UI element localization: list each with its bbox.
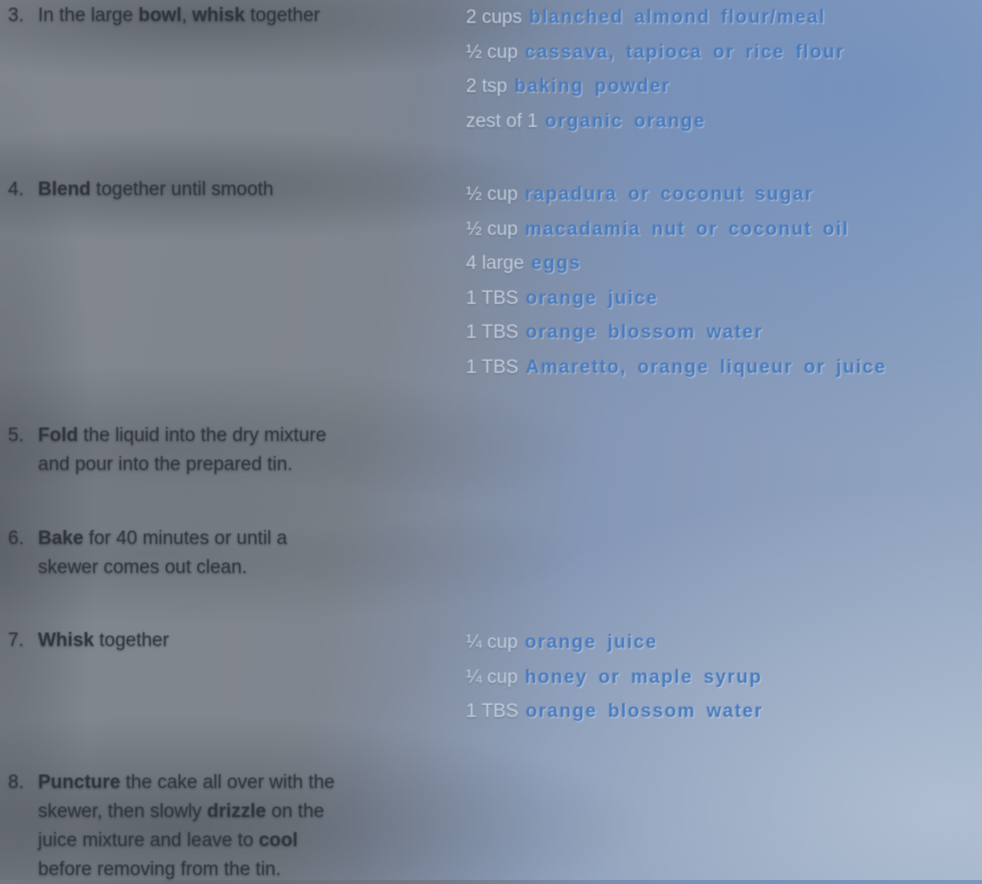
instruction-bold-segment: cool [258,830,298,851]
ingredient-line [466,1,845,36]
ingredient-line [466,351,886,386]
instruction-text-segment: the cake all over with the [120,772,335,793]
instruction-lines [38,1,320,30]
ingredient-name: blanched almond flour/meal [528,7,826,28]
instruction-bold-segment: drizzle [206,801,267,822]
ingredient-quantity: ½ cup [466,41,518,63]
ingredient-quantity: 1 TBS [466,287,519,309]
ingredient-quantity: 1 TBS [466,701,519,723]
step-number: 8. [8,772,24,793]
instruction-line [38,797,335,826]
instruction-text-segment: together [245,5,320,26]
instruction-lines [38,626,169,655]
step-number: 6. [8,528,24,549]
instruction-lines [38,421,326,479]
ingredient-quantity: 1 TBS [466,356,519,378]
ingredient-name: macadamia nut or coconut oil [524,218,850,240]
instruction-text-segment: skewer, then slowly [38,801,207,822]
instruction-line [38,450,326,479]
instruction-text-segment: together [93,630,169,651]
ingredient-quantity: ½ cup [466,218,518,240]
ingredient-name: baking powder [514,76,671,98]
instruction-line [38,553,287,582]
instruction-text-segment: before removing from the tin. [38,859,281,880]
instruction-line [38,421,326,450]
instruction-bold-segment: Puncture [38,772,121,793]
instruction-bold-segment: Fold [38,425,79,446]
instruction-line [38,768,335,797]
instruction-bold-segment: Blend [38,179,91,200]
instruction-line [38,524,287,553]
ingredient-name: Amaretto, orange liqueur or juice [525,356,887,378]
ingredient-name: organic orange [544,110,706,132]
instruction-text-segment: the liquid into the dry mixture [78,425,327,446]
instruction-text-segment: for 40 minutes or until a [83,528,288,549]
ingredient-line [466,36,845,71]
instruction-bold-segment: Whisk [38,630,94,651]
ingredient-quantity: ¼ cup [466,632,518,653]
ingredient-line [466,282,886,317]
ingredient-quantity: 4 large [466,253,525,275]
ingredient-line [466,105,845,140]
ingredient-name: rapadura or coconut sugar [524,184,814,205]
step-number: 5. [8,425,24,446]
ingredient-group-step-7 [466,626,763,730]
ingredient-quantity: 1 TBS [466,322,519,344]
ingredient-name: eggs [531,253,582,275]
instruction-text-segment: , [181,5,193,26]
ingredient-line [466,316,886,351]
step-number: 4. [8,179,24,200]
instruction-text-segment: and pour into the prepared tin. [38,454,293,475]
ingredient-quantity: 2 cups [466,7,522,28]
instruction-text-segment: skewer comes out clean. [38,557,248,578]
instruction-lines [38,175,274,204]
ingredient-line [466,178,886,213]
instruction-text-segment: on the [266,801,325,822]
instruction-bold-segment: whisk [192,5,245,26]
ingredient-line [466,247,886,282]
step-number: 7. [8,630,24,651]
ingredient-name: honey or maple syrup [524,666,763,688]
ingredient-line [466,661,763,696]
ingredient-group-step-3 [466,1,845,139]
instruction-line [38,826,335,855]
ingredient-line [466,695,763,730]
ingredient-name: orange blossom water [525,701,764,723]
instruction-text-segment: together until smooth [90,179,274,200]
instruction-bold-segment: bowl [138,5,182,26]
ingredient-name: orange blossom water [525,322,764,344]
ingredient-quantity: zest of 1 [466,110,538,132]
ingredient-group-step-4 [466,178,886,386]
ingredient-quantity: ½ cup [466,184,518,205]
ingredient-name: cassava, tapioca or rice flour [524,41,845,63]
instruction-text-segment: In the large [38,5,139,26]
instruction-line [38,175,274,204]
instruction-bold-segment: Bake [38,528,84,549]
ingredient-name: orange juice [524,632,658,653]
instruction-lines [38,768,335,884]
step-number: 3. [8,5,24,26]
ingredient-line [466,70,845,105]
ingredient-name: orange juice [525,287,659,309]
ingredient-line [466,626,763,661]
instruction-text-segment: juice mixture and leave to [38,830,259,851]
ingredient-quantity: 2 tsp [466,76,508,98]
instruction-lines [38,524,287,582]
ingredient-line [466,213,886,248]
ingredient-quantity: ¼ cup [466,666,518,688]
instruction-line [38,626,169,655]
instruction-line [38,1,320,30]
